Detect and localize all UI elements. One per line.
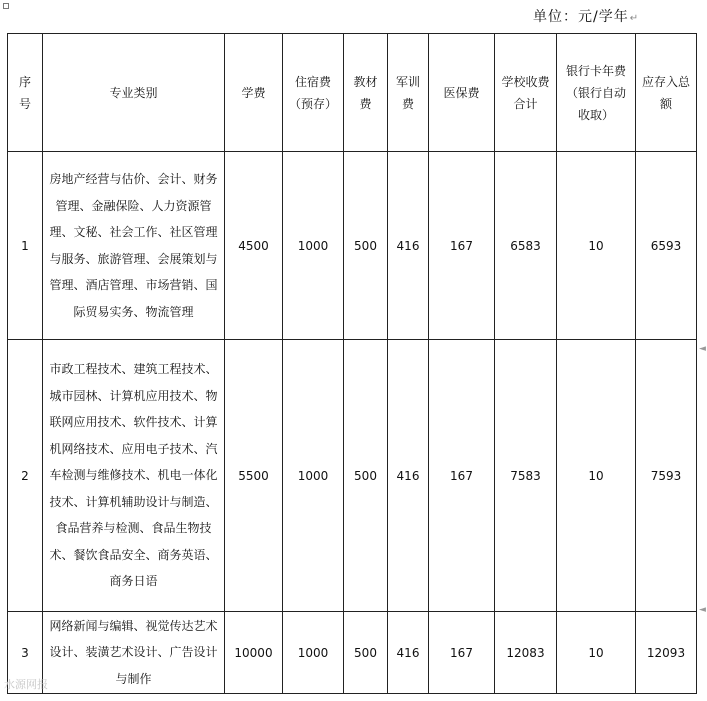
header-bank-card: 银行卡年费（银行自动收取） [557,34,636,152]
row-majors: 网络新闻与编辑、视觉传达艺术设计、装潢艺术设计、广告设计与制作 [43,612,225,694]
row-dorm: 1000 [283,152,344,340]
row-school-total: 12083 [495,612,557,694]
row-tuition: 10000 [225,612,283,694]
table-row [8,340,697,612]
row-majors: 房地产经营与估价、会计、财务管理、金融保险、人力资源管理、文秘、社会工作、社区管理与服务、旅游管理、会展策划与管理、酒店管理、市场营销、国际贸易实务、物流管理 [43,152,225,340]
row-bank-card: 10 [557,340,636,612]
row-insurance: 167 [429,340,495,612]
header-insurance: 医保费 [429,34,495,152]
row-military: 416 [388,152,429,340]
row-school-total: 7583 [495,340,557,612]
row-end-mark: ◄ [699,605,706,615]
row-tuition: 4500 [225,152,283,340]
row-dorm: 1000 [283,612,344,694]
row-books: 500 [344,340,388,612]
row-bank-card: 10 [557,612,636,694]
table-row [8,612,697,694]
header-tuition: 学费 [225,34,283,152]
fee-table [7,33,697,694]
row-dorm: 1000 [283,340,344,612]
row-school-total: 6583 [495,152,557,340]
row-insurance: 167 [429,152,495,340]
unit-label: 单位：元/学年↵ [533,9,640,25]
row-military: 416 [388,612,429,694]
header-military: 军训费 [388,34,429,152]
row-books: 500 [344,152,388,340]
header-row [8,34,697,152]
row-deposit-total: 12093 [636,612,697,694]
table-row [8,152,697,340]
document-corner-mark [3,3,9,9]
row-books: 500 [344,612,388,694]
row-seq: 1 [8,152,43,340]
row-tuition: 5500 [225,340,283,612]
row-military: 416 [388,340,429,612]
header-seq: 序号 [8,34,43,152]
header-major: 专业类别 [43,34,225,152]
row-majors: 市政工程技术、建筑工程技术、城市园林、计算机应用技术、物联网应用技术、软件技术、计算机网络技术、应用电子技术、汽车检测与维修技术、机电一体化技术、计算机辅助设计与制造、食品营养与检测、食品生物技术、餐饮食品安全、商务英语、商务日语 [43,340,225,612]
header-deposit-total: 应存入总额 [636,34,697,152]
row-deposit-total: 6593 [636,152,697,340]
watermark: 水源网报 [4,678,48,691]
header-school-total: 学校收费合计 [495,34,557,152]
row-seq: 3 [8,612,43,694]
header-dorm: 住宿费（预存） [283,34,344,152]
row-deposit-total: 7593 [636,340,697,612]
row-insurance: 167 [429,612,495,694]
row-seq: 2 [8,340,43,612]
header-books: 教材费 [344,34,388,152]
row-bank-card: 10 [557,152,636,340]
row-end-mark: ◄ [699,344,706,354]
